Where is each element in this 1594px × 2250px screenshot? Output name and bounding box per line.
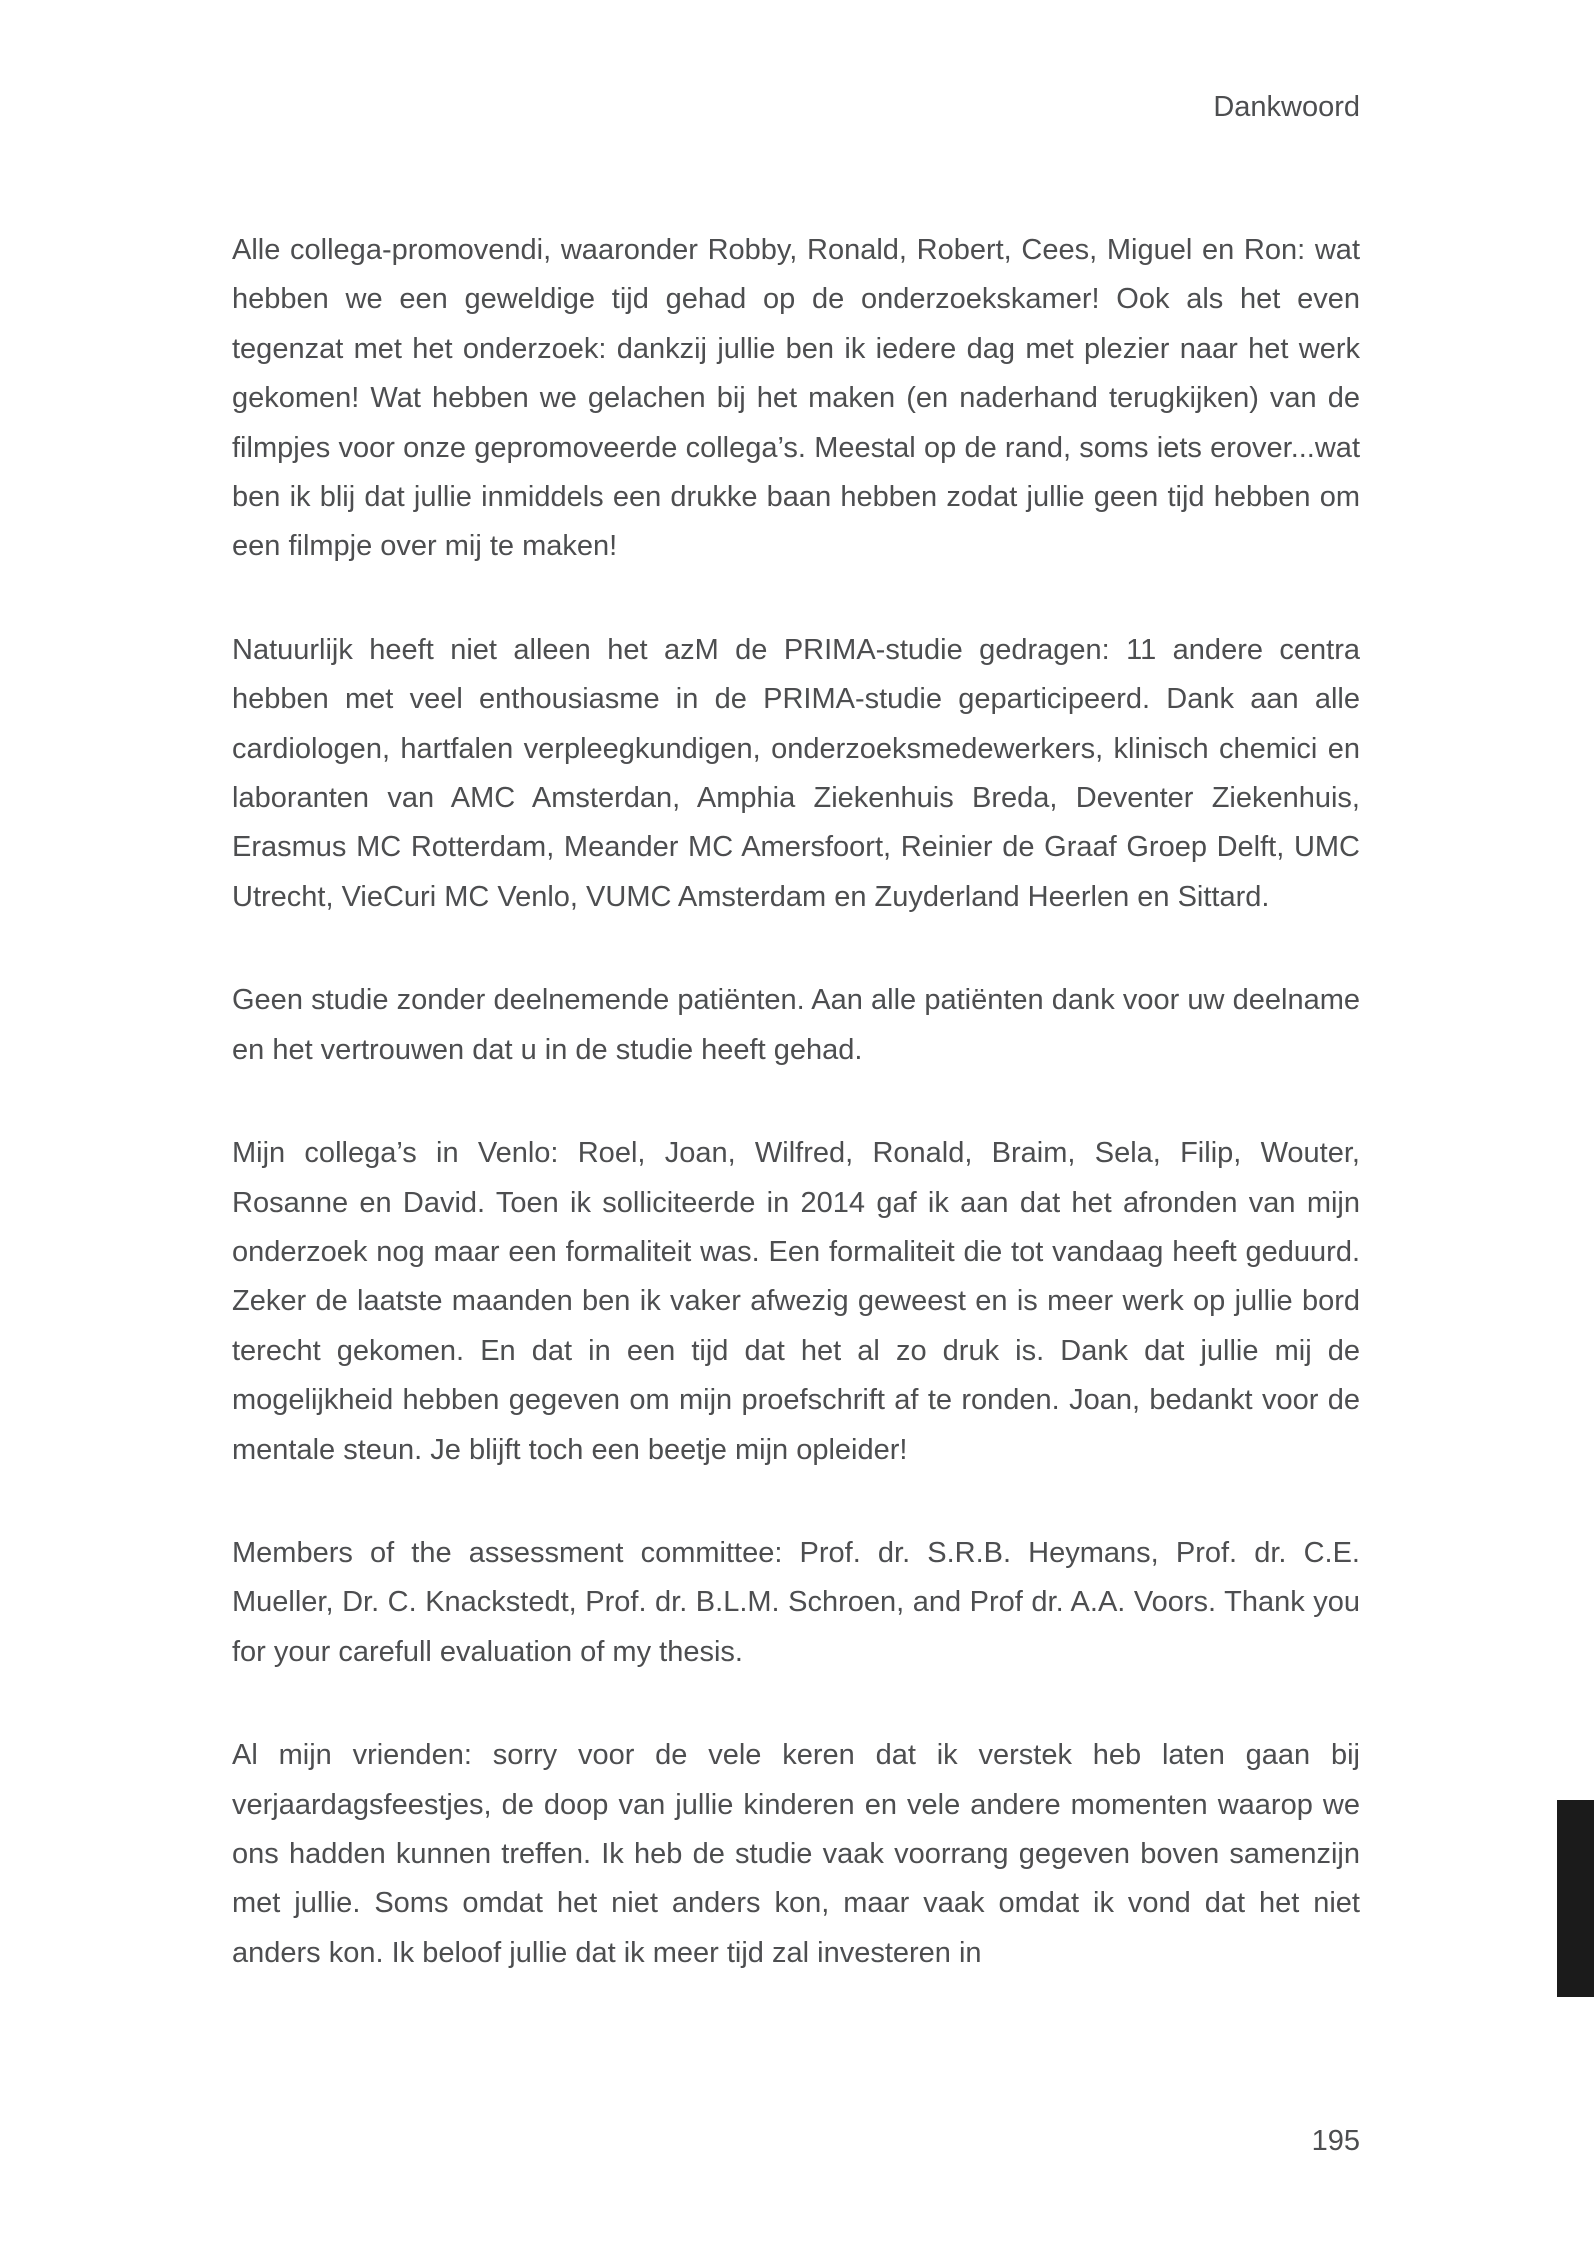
paragraph: Natuurlijk heeft niet alleen het azM de PRIMA-studie gedragen: 11 andere centra hebben met veel enthousiasme in de PRIMA-studie geparticipeerd. Dank aan alle cardiologen, hartfalen verpleegkundigen, onderzoeksmedewerkers, klinisch chemici en laboranten van AMC Amsterdan, Amphia Ziekenhuis Breda, Deventer Ziekenhuis, Erasmus MC Rotterdam, Meander MC Amersfoort, Reinier de Graaf Groep Delft, UMC Utrecht, VieCuri MC Venlo, VUMC Amsterdam en Zuyderland Heerlen en Sittard. [232, 633, 1360, 913]
paragraph: Geen studie zonder deelnemende patiënten. Aan alle patiënten dank voor uw deelname en het vertrouwen dat u in de studie heeft gehad. [232, 984, 1360, 1066]
paragraph: Al mijn vrienden: sorry voor de vele keren dat ik verstek heb laten gaan bij verjaardagsfeestjes, de doop van jullie kinderen en vele andere momenten waarop we ons hadden kunnen treffen. Ik heb de studie vaak voorrang gegeven boven samenzijn met jullie. Soms omdat het niet anders kon, maar vaak omdat ik vond dat het niet anders kon. Ik beloof jullie dat ik meer tijd zal investeren in [232, 1739, 1360, 1969]
body-text [232, 226, 1360, 1978]
paragraph: Members of the assessment committee: Prof. dr. S.R.B. Heymans, Prof. dr. C.E. Mueller, Dr. C. Knackstedt, Prof. dr. B.L.M. Schroen, and Prof dr. A.A. Voors. Thank you for your carefull evaluation of my thesis. [232, 1536, 1360, 1668]
page-number: 195 [1311, 2125, 1360, 2157]
header-title: Dankwoord [1213, 91, 1360, 123]
page-header [232, 90, 1360, 124]
paragraph: Mijn collega’s in Venlo: Roel, Joan, Wilfred, Ronald, Braim, Sela, Filip, Wouter, Rosanne en David. Toen ik solliciteerde in 2014 gaf ik aan dat het afronden van mijn onderzoek nog maar een formaliteit was. Een formaliteit die tot vandaag heeft geduurd. Zeker de laatste maanden ben ik vaker afwezig geweest en is meer werk op jullie bord terecht gekomen. En dat in een tijd dat het al zo druk is. Dank dat jullie mij de mogelijkheid hebben gegeven om mijn proefschrift af te ronden. Joan, bedankt voor de mentale steun. Je blijft toch een beetje mijn opleider! [232, 1137, 1360, 1466]
chapter-thumb-tab [1557, 1800, 1594, 1997]
paragraph: Alle collega-promovendi, waaronder Robby, Ronald, Robert, Cees, Miguel en Ron: wat hebben we een geweldige tijd gehad op de onderzoekskamer! Ook als het even tegenzat met het onderzoek: dankzij jullie ben ik iedere dag met plezier naar het werk gekomen! Wat hebben we gelachen bij het maken (en naderhand terugkijken) van de filmpjes voor onze gepromoveerde collega’s. Meestal op de rand, soms iets erover...wat ben ik blij dat jullie inmiddels een drukke baan hebben zodat jullie geen tijd hebben om een filmpje over mij te maken! [232, 234, 1360, 563]
